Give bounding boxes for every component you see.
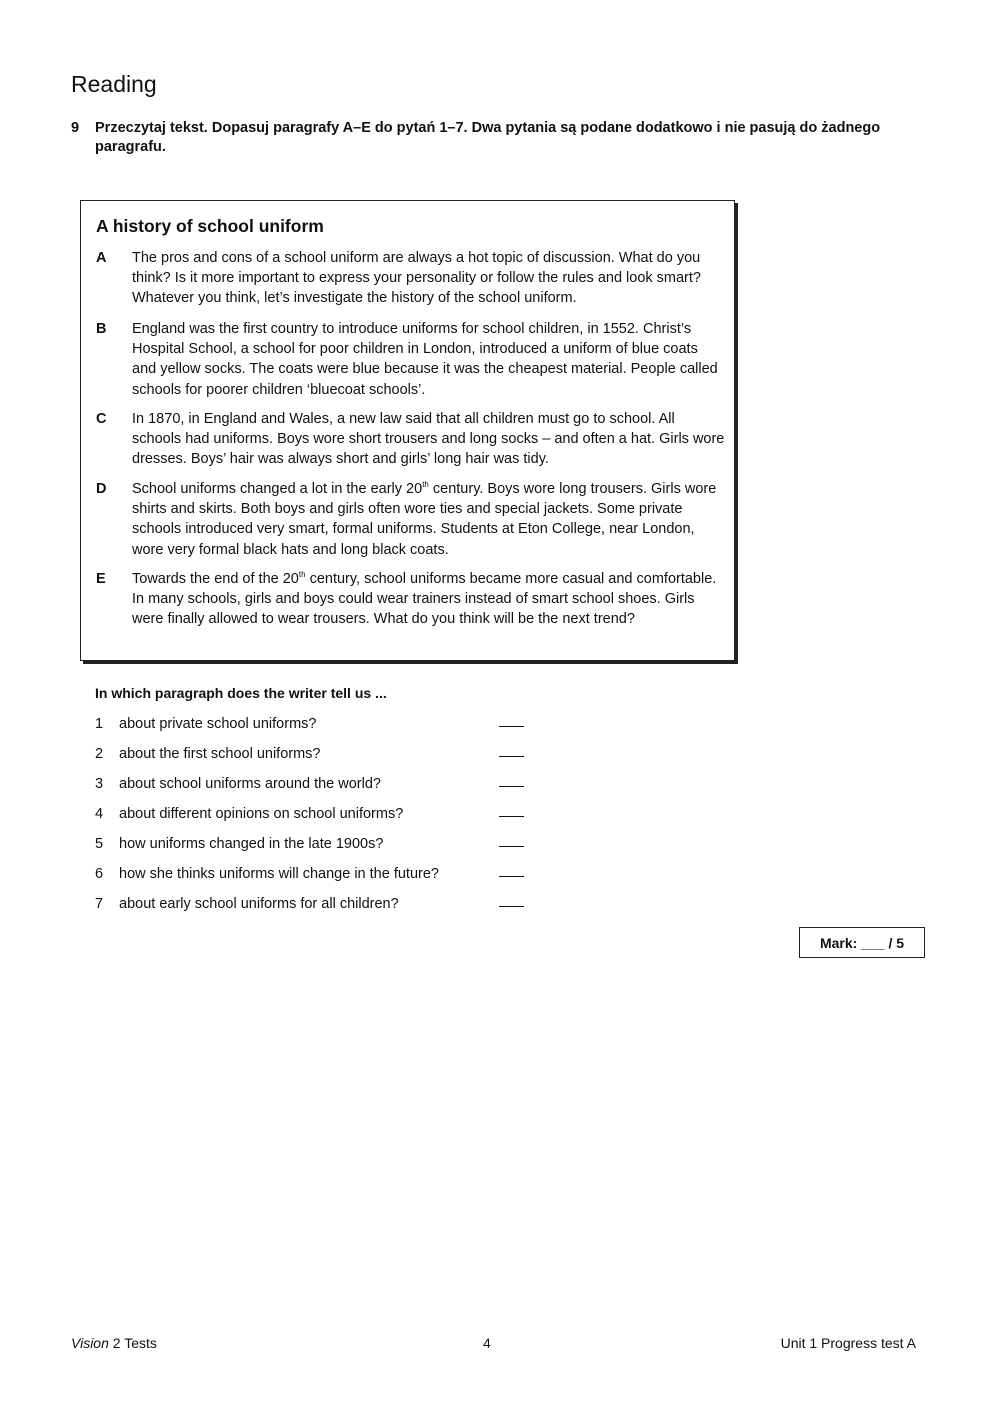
question-item bbox=[95, 774, 535, 794]
instruction-text: Przeczytaj tekst. Dopasuj paragrafy A–E do pytań 1–7. Dwa pytania są podane dodatkowo i nie pasują do żadnego paragrafu. bbox=[95, 120, 881, 155]
footer-test-name: Unit 1 Progress test A bbox=[780, 1335, 916, 1351]
question-item bbox=[95, 864, 535, 884]
paragraph-letter: D bbox=[96, 481, 107, 497]
paragraph-text: In 1870, in England and Wales, a new law said that all children must go to school. All schools had uniforms. Boys wore short trousers and long socks – and often a hat. Girls wore dresses. Boys’ hair was always short and girls’ long hair was tidy. bbox=[132, 411, 725, 468]
paragraph-text: School uniforms changed a lot in the early 20th century. Boys wore long trousers. Girls wore shirts and skirts. Both boys and girls often wore ties and special jackets. Some private schools introduced very smart, formal uniforms. Students at Eton College, near London, wore very formal black hats and long black coats. bbox=[132, 480, 717, 558]
answer-blank[interactable] bbox=[499, 756, 524, 757]
question-item bbox=[95, 834, 535, 854]
questions-heading: In which paragraph does the writer tell us ... bbox=[95, 685, 387, 701]
paragraph-text: The pros and cons of a school uniform are always a hot topic of discussion. What do you think? Is it more important to express your personality or follow the rules and look smart? Whatever you think, let’s investigate the history of the school uniform. bbox=[132, 250, 701, 307]
question-number: 3 bbox=[95, 776, 104, 792]
answer-blank[interactable] bbox=[499, 786, 524, 787]
question-number: 6 bbox=[95, 866, 104, 882]
question-item bbox=[95, 804, 535, 824]
question-text: about early school uniforms for all children? bbox=[119, 896, 399, 912]
exercise-instruction bbox=[71, 119, 931, 157]
superscript: th bbox=[298, 570, 306, 579]
answer-blank[interactable] bbox=[499, 816, 524, 817]
paragraph-letter: E bbox=[96, 571, 106, 587]
question-text: about private school uniforms? bbox=[119, 716, 317, 732]
question-number: 4 bbox=[95, 806, 104, 822]
paragraph-text: Towards the end of the 20th century, school uniforms became more casual and comfortable. In many schools, girls and boys could wear trainers instead of smart school shoes. Girls were finally allowed to wear trousers. What do you think will be the next trend? bbox=[132, 570, 717, 628]
paragraph-d bbox=[96, 479, 726, 560]
question-text: how uniforms changed in the late 1900s? bbox=[119, 836, 384, 852]
paragraph-b bbox=[96, 319, 726, 400]
page-number: 4 bbox=[483, 1335, 491, 1351]
question-item bbox=[95, 744, 535, 764]
article-title: A history of school uniform bbox=[96, 216, 324, 236]
paragraph-letter: A bbox=[96, 250, 107, 266]
mark-label: Mark: ___ / 5 bbox=[819, 934, 905, 951]
reading-text-box bbox=[80, 200, 735, 661]
paragraph-e bbox=[96, 569, 726, 630]
footer-series-name: Vision bbox=[71, 1335, 109, 1351]
question-number: 2 bbox=[95, 746, 104, 762]
paragraph-letter: C bbox=[96, 411, 107, 427]
paragraph-a bbox=[96, 248, 726, 309]
section-title: Reading bbox=[71, 71, 157, 97]
question-text: about the first school uniforms? bbox=[119, 746, 321, 762]
question-item bbox=[95, 894, 535, 914]
answer-blank[interactable] bbox=[499, 906, 524, 907]
answer-blank[interactable] bbox=[499, 726, 524, 727]
question-text: how she thinks uniforms will change in the future? bbox=[119, 866, 439, 882]
paragraph-c bbox=[96, 409, 726, 470]
paragraph-letter: B bbox=[96, 321, 107, 337]
answer-blank[interactable] bbox=[499, 876, 524, 877]
question-text: about different opinions on school uniforms? bbox=[119, 806, 404, 822]
question-number: 5 bbox=[95, 836, 104, 852]
exercise-number: 9 bbox=[71, 120, 80, 136]
superscript: th bbox=[422, 480, 429, 489]
paragraph-text: England was the first country to introduce uniforms for school children, in 1552. Christ’s Hospital School, a school for poor children in London, introduced a uniform of blue coats and yellow socks. The coats were blue because it was the cheapest material. People called schools for poorer children ‘bluecoat schools’. bbox=[132, 321, 718, 398]
question-item bbox=[95, 714, 535, 734]
footer-book-title: Vision 2 Tests bbox=[71, 1335, 157, 1351]
question-number: 1 bbox=[95, 716, 104, 732]
mark-box bbox=[799, 927, 925, 958]
question-number: 7 bbox=[95, 896, 104, 912]
answer-blank[interactable] bbox=[499, 846, 524, 847]
question-text: about school uniforms around the world? bbox=[119, 776, 381, 792]
